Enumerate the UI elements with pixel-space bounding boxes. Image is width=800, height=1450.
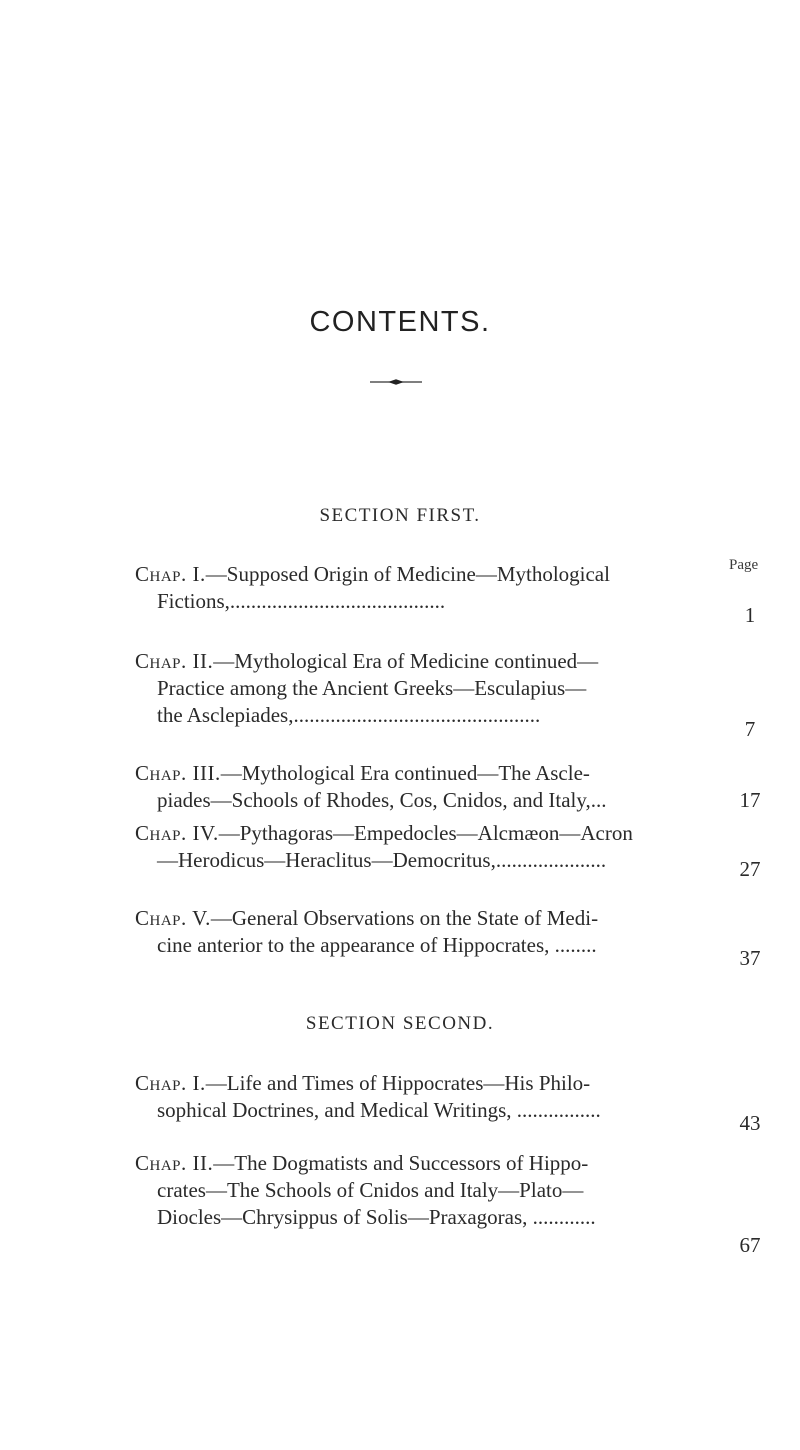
- entry-line: —Life and Times of Hippocrates—His Philo-: [205, 1071, 591, 1095]
- page-number: 17: [739, 788, 761, 812]
- entry-line: piades—Schools of Rhodes, Cos, Cnidos, and Italy,...: [157, 788, 607, 812]
- chapter-label: Chap. V.: [135, 906, 211, 930]
- page-number: 37: [739, 946, 761, 970]
- entry-line: —Mythological Era of Medicine continued—: [213, 649, 599, 673]
- chapter-label: Chap. I.: [135, 562, 206, 586]
- page-number: 1: [744, 603, 756, 627]
- entry-line: crates—The Schools of Cnidos and Italy—Plato—: [157, 1178, 584, 1202]
- entry-line: Practice among the Ancient Greeks—Esculapius—: [157, 676, 587, 700]
- ornament-divider-icon: [370, 378, 422, 386]
- chapter-label: Chap. III.: [135, 761, 221, 785]
- entry-line: —General Observations on the State of Medi-: [210, 906, 599, 930]
- entry-line: Fictions,.........................................: [157, 589, 446, 613]
- entry-line: cine anterior to the appearance of Hippocrates, ........: [157, 933, 597, 957]
- section-heading-second: SECTION SECOND.: [305, 1013, 495, 1034]
- entry-line: —Mythological Era continued—The Ascle-: [220, 761, 590, 785]
- toc-entry: [135, 1070, 775, 1135]
- entry-line: —Pythagoras—Empedocles—Alcmæon—Acron: [218, 821, 633, 845]
- page-number: 27: [739, 857, 761, 881]
- entry-line: Diocles—Chrysippus of Solis—Praxagoras, ............: [157, 1205, 596, 1229]
- page-number: 7: [744, 717, 756, 741]
- toc-entry: [135, 648, 775, 741]
- section-heading-first: SECTION FIRST.: [319, 505, 481, 526]
- toc-entry: [135, 905, 775, 970]
- chapter-label: Chap. I.: [135, 1071, 206, 1095]
- entry-line: —The Dogmatists and Successors of Hippo-: [213, 1151, 589, 1175]
- chapter-label: Chap. II.: [135, 649, 214, 673]
- entry-line: —Supposed Origin of Medicine—Mythological: [205, 562, 610, 586]
- entry-line: the Asclepiades,...............................................: [157, 703, 541, 727]
- toc-entry: [135, 820, 775, 881]
- toc-entry: [135, 1150, 775, 1257]
- chapter-label: Chap. II.: [135, 1151, 214, 1175]
- page-title: CONTENTS.: [309, 306, 491, 338]
- page-number: 43: [739, 1111, 761, 1135]
- toc-entry: [135, 561, 775, 627]
- page-column-label: Page: [729, 557, 759, 573]
- entry-line: sophical Doctrines, and Medical Writings, ................: [157, 1098, 601, 1122]
- entry-line: —Herodicus—Heraclitus—Democritus,.....................: [157, 848, 607, 872]
- toc-entry: [135, 760, 775, 814]
- chapter-label: Chap. IV.: [135, 821, 219, 845]
- page-number: 67: [739, 1233, 761, 1257]
